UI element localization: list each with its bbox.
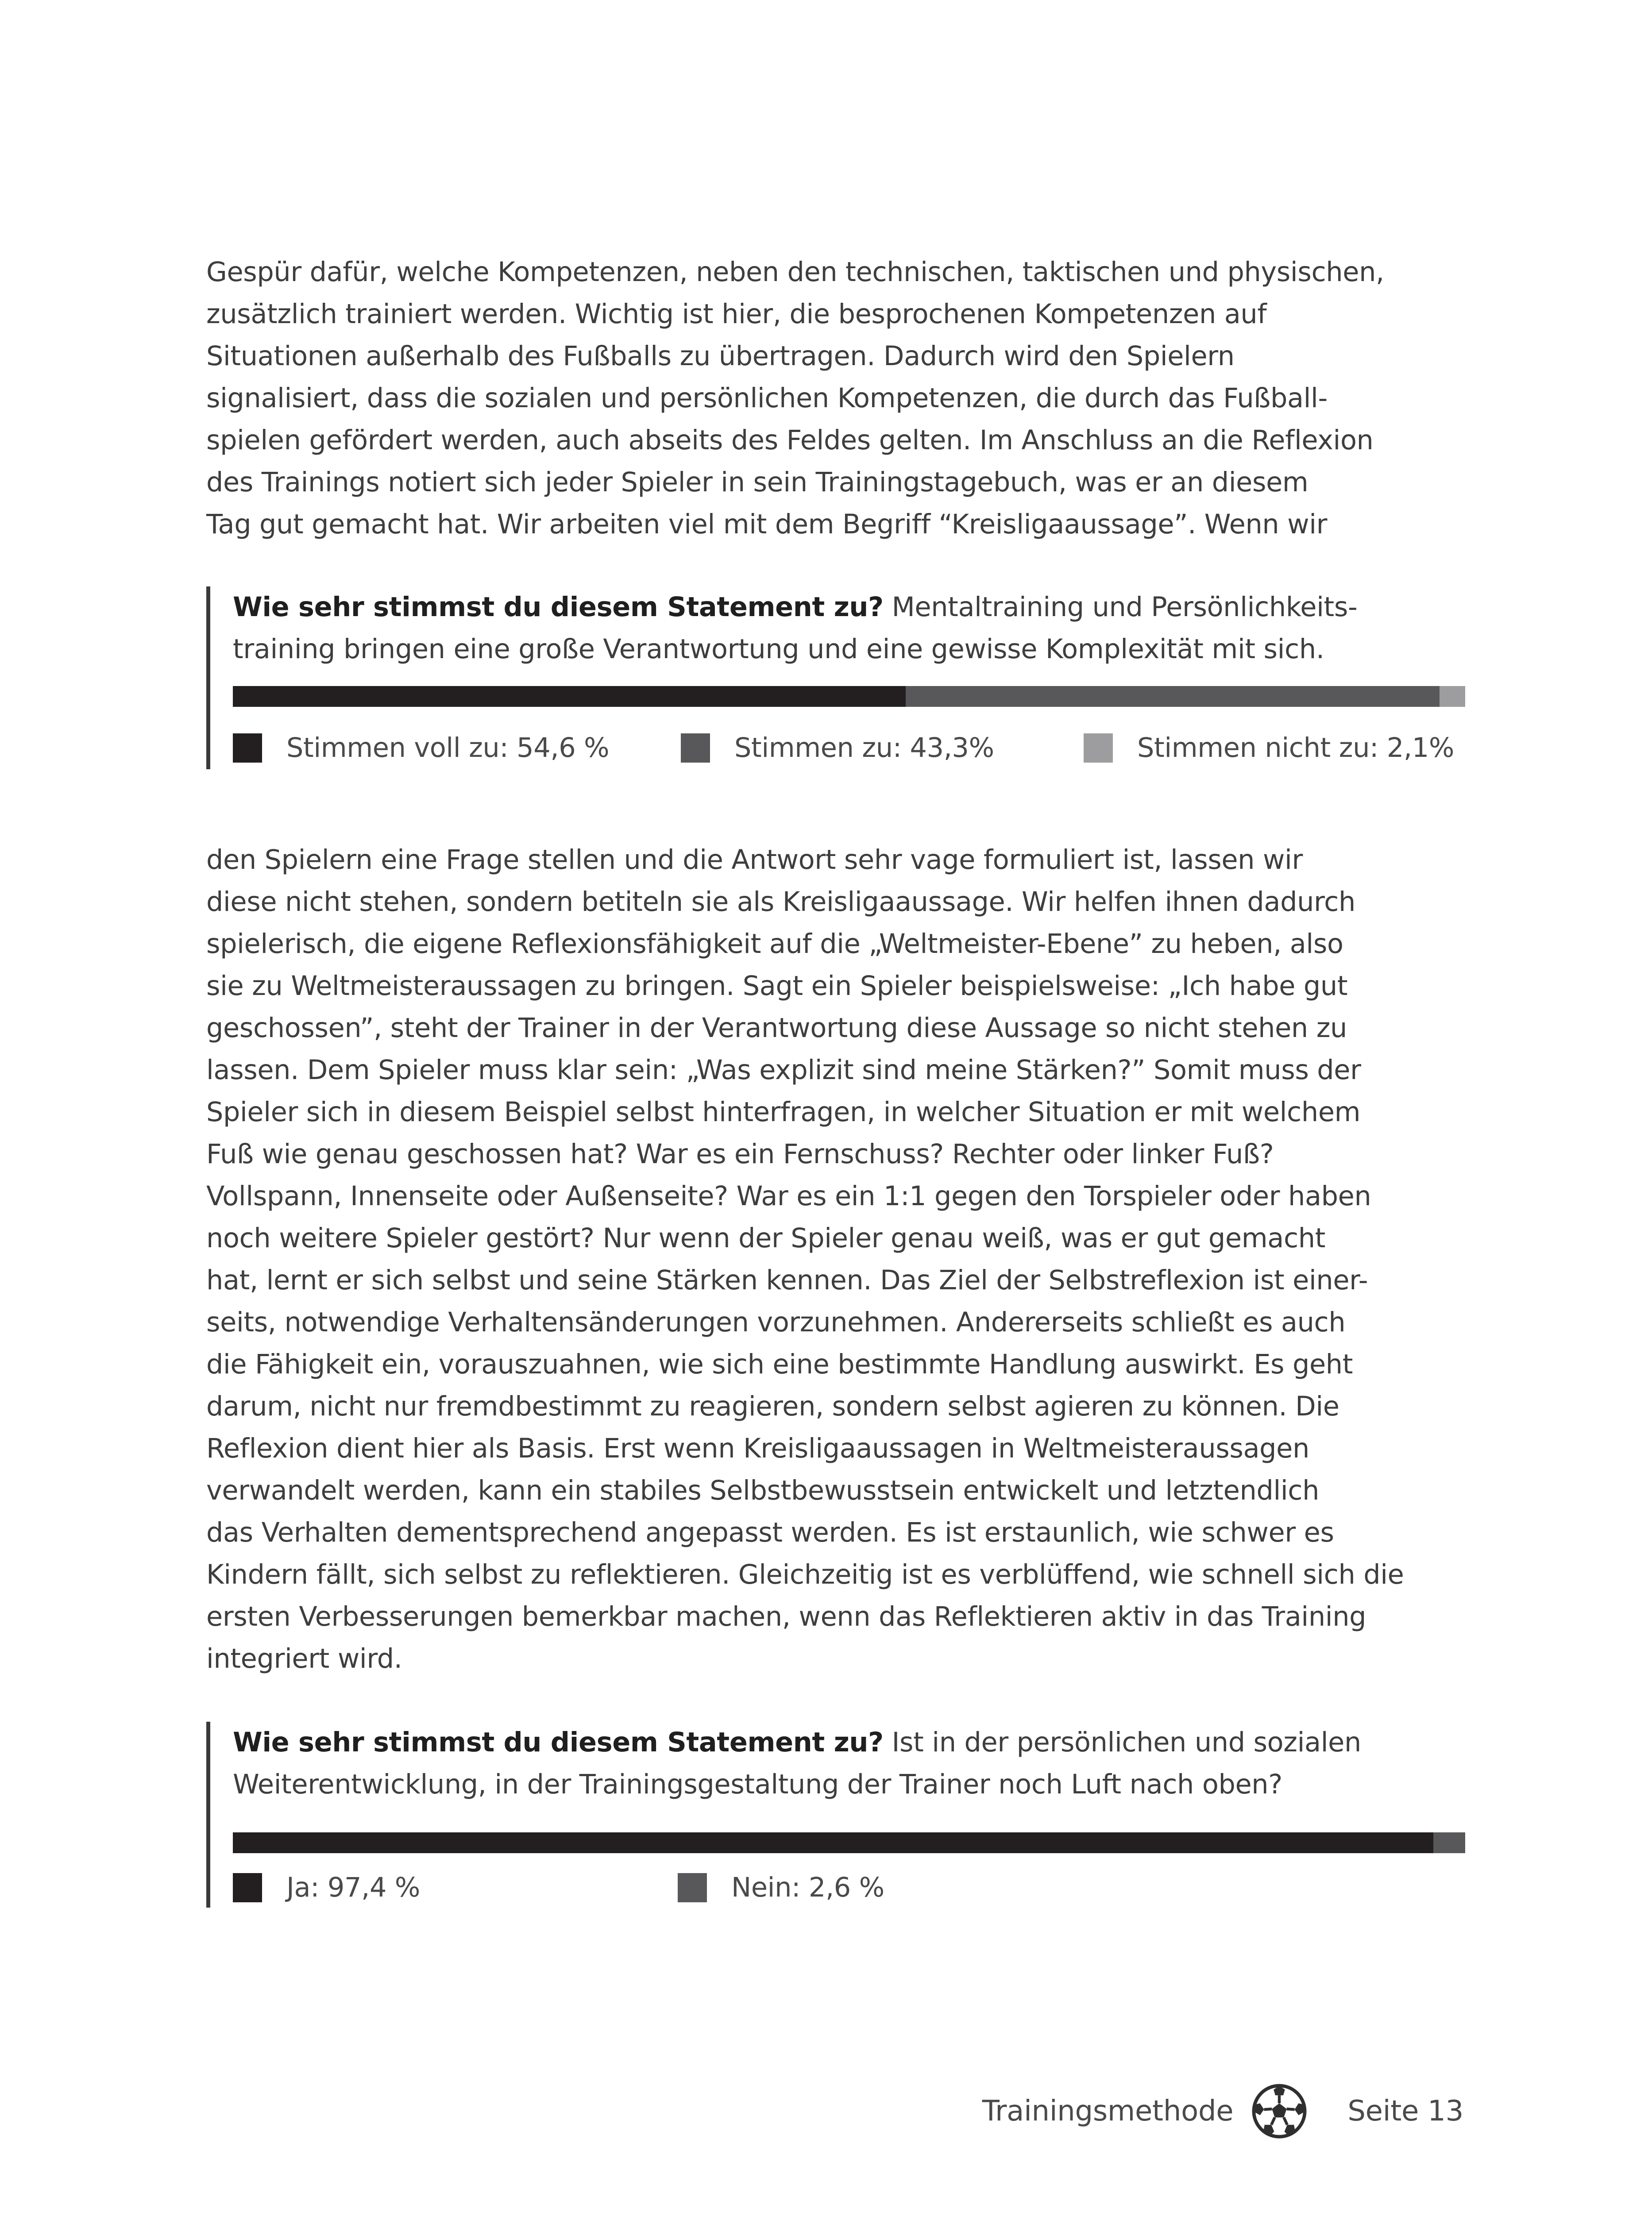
text-line: integriert wird. [206,1643,402,1674]
page-number: Seite 13 [1347,2095,1463,2128]
poll-bar-segment [906,686,1439,707]
text-line: Reflexion dient hier als Basis. Erst wenn Kreisligaaussagen in Weltmeisteraussagen [206,1433,1309,1464]
text-line: Gespür dafür, welche Kompetenzen, neben den technischen, taktischen und physischen, [206,257,1384,288]
poll-question-line [233,1722,1472,1764]
text-line: spielerisch, die eigene Reflexionsfähigkeit auf die „Weltmeister-Ebene” zu heben, also [206,929,1343,960]
text-line: Situationen außerhalb des Fußballs zu übertragen. Dadurch wird den Spielern [206,341,1235,372]
poll-legend [233,1870,1465,1905]
poll-legend [233,730,1465,766]
text-line: seits, notwendige Verhaltensänderungen vorzunehmen. Andererseits schließt es auch [206,1307,1346,1338]
soccer-ball-icon [1251,2083,1308,2140]
text-line: zusätzlich trainiert werden. Wichtig ist hier, die besprochenen Kompetenzen auf [206,299,1267,330]
text-line: Spieler sich in diesem Beispiel selbst hinterfragen, in welcher Situation er mit welchem [206,1097,1361,1128]
legend-swatch [233,1873,262,1902]
legend-swatch [681,733,710,763]
poll-bar-segment [1433,1832,1465,1853]
legend-swatch [1084,733,1113,763]
text-line: signalisiert, dass die sozialen und persönlichen Kompetenzen, die durch das Fußball- [206,383,1328,414]
legend-label: Ja: 97,4 % [286,1872,420,1903]
text-line: hat, lernt er sich selbst und seine Stärken kennen. Das Ziel der Selbstreflexion ist einer- [206,1265,1368,1296]
poll-result-bar [233,686,1465,707]
poll-legend-item [233,730,609,766]
poll-bar-segment [233,686,906,707]
text-line: spielen gefördert werden, auch abseits des Feldes gelten. Im Anschluss an die Reflexion [206,425,1374,456]
text-line: Vollspann, Innenseite oder Außenseite? War es ein 1:1 gegen den Torspieler oder haben [206,1181,1371,1212]
poll-accent-rule [206,586,210,769]
text-line: das Verhalten dementsprechend angepasst werden. Es ist erstaunlich, wie schwer es [206,1517,1334,1548]
body-paragraph-2 [206,839,1463,1680]
text-line: die Fähigkeit ein, vorauszuahnen, wie sich eine bestimmte Handlung auswirkt. Es geht [206,1349,1353,1380]
footer-section-title: Trainingsmethode [982,2095,1234,2128]
text-line: des Trainings notiert sich jeder Spieler in sein Trainingstagebuch, was er an diesem [206,467,1308,498]
text-line: ersten Verbesserungen bemerkbar machen, wenn das Reflektieren aktiv in das Training [206,1601,1366,1632]
body-paragraph-1 [206,251,1463,546]
poll-result-bar [233,1832,1465,1853]
poll-legend-item [1084,730,1454,766]
poll-bar-segment [233,1832,1433,1853]
poll-question [233,586,1472,671]
poll-question-lead: Wie sehr stimmst du diesem Statement zu? [233,592,884,623]
poll-question-text: Ist in der persönlichen und sozialen [883,1727,1361,1758]
legend-label: Stimmen voll zu: 54,6 % [286,733,610,763]
text-line: sie zu Weltmeisteraussagen zu bringen. Sagt ein Spieler beispielsweise: „Ich habe gut [206,971,1348,1002]
text-line: Kindern fällt, sich selbst zu reflektieren. Gleichzeitig ist es verblüffend, wie schnell sich die [206,1559,1404,1590]
text-line: Fuß wie genau geschossen hat? War es ein Fernschuss? Rechter oder linker Fuß? [206,1139,1274,1170]
page-footer [982,2080,1463,2142]
poll-question-lead: Wie sehr stimmst du diesem Statement zu? [233,1727,884,1758]
text-line: verwandelt werden, kann ein stabiles Selbstbewusstsein entwickelt und letztendlich [206,1475,1320,1506]
text-line: darum, nicht nur fremdbestimmt zu reagieren, sondern selbst agieren zu können. Die [206,1391,1339,1422]
poll-legend-item [678,1870,884,1905]
legend-label: Nein: 2,6 % [731,1872,884,1903]
poll-question [233,1722,1472,1806]
text-line: diese nicht stehen, sondern betiteln sie als Kreisligaaussage. Wir helfen ihnen dadurch [206,887,1355,918]
legend-swatch [233,733,262,763]
poll-statement-1 [206,586,1465,769]
legend-label: Stimmen nicht zu: 2,1% [1137,733,1454,763]
text-line: den Spielern eine Frage stellen und die Antwort sehr vage formuliert ist, lassen wir [206,844,1303,875]
poll-question-line [233,586,1472,628]
text-line: geschossen”, steht der Trainer in der Verantwortung diese Aussage so nicht stehen zu [206,1013,1347,1044]
poll-question-line: training bringen eine große Verantwortung und eine gewisse Komplexität mit sich. [233,634,1324,665]
legend-label: Stimmen zu: 43,3% [734,733,994,763]
text-line: noch weitere Spieler gestört? Nur wenn der Spieler genau weiß, was er gut gemacht [206,1223,1326,1254]
poll-accent-rule [206,1722,210,1908]
poll-bar-segment [1440,686,1465,707]
poll-question-line: Weiterentwicklung, in der Trainingsgestaltung der Trainer noch Luft nach oben? [233,1769,1282,1800]
poll-question-text: Mentaltraining und Persönlichkeits- [883,592,1358,623]
text-line: Tag gut gemacht hat. Wir arbeiten viel mit dem Begriff “Kreisligaaussage”. Wenn wir [206,509,1328,540]
text-line: lassen. Dem Spieler muss klar sein: „Was explizit sind meine Stärken?” Somit muss der [206,1055,1361,1086]
poll-legend-item [233,1870,420,1905]
legend-swatch [678,1873,707,1902]
poll-statement-2 [206,1722,1465,1908]
poll-legend-item [681,730,994,766]
